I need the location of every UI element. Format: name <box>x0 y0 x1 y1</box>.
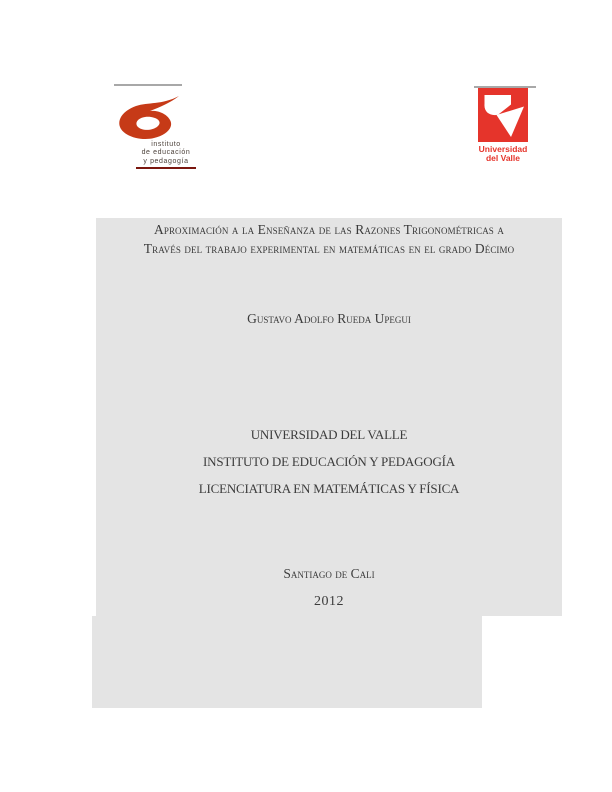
title-line-2: Través del trabajo experimental en matemáticas en el grado Décimo <box>143 241 515 256</box>
year-line: 2012 <box>314 594 344 609</box>
iep-logo <box>114 95 204 167</box>
univalle-caption-line-2: del Valle <box>485 153 521 163</box>
institute-name: INSTITUTO DE EDUCACIÓN Y PEDAGOGÍA <box>203 454 455 469</box>
institution-block <box>96 425 562 506</box>
iep-swirl-icon <box>114 95 180 141</box>
univalle-logo-caption <box>468 145 538 163</box>
iep-caption-line-2: de educación <box>141 149 191 157</box>
city-line: Santiago de Cali <box>283 566 375 581</box>
content-background-block-lower <box>92 616 482 708</box>
university-name: UNIVERSIDAD DEL VALLE <box>250 427 408 442</box>
iep-caption-line-3: y pedagogía <box>143 157 189 165</box>
univalle-caption-line-1: Universidad <box>478 144 528 154</box>
iep-logo-top-border <box>114 84 182 86</box>
content-background-block-upper <box>96 218 562 616</box>
iep-caption-line-1: instituto <box>151 141 181 148</box>
title-line-1: Aproximación a la Enseñanza de las Razones Trigonométricas a <box>153 222 504 237</box>
document-title <box>96 220 562 258</box>
iep-caption-underline <box>136 167 196 169</box>
program-name: LICENCIATURA EN MATEMÁTICAS Y FÍSICA <box>198 481 460 496</box>
iep-logo-caption <box>130 141 202 169</box>
author-name: Gustavo Adolfo Rueda Upegui <box>247 311 411 326</box>
univalle-emblem-icon <box>478 88 528 142</box>
univalle-logo <box>478 88 528 163</box>
